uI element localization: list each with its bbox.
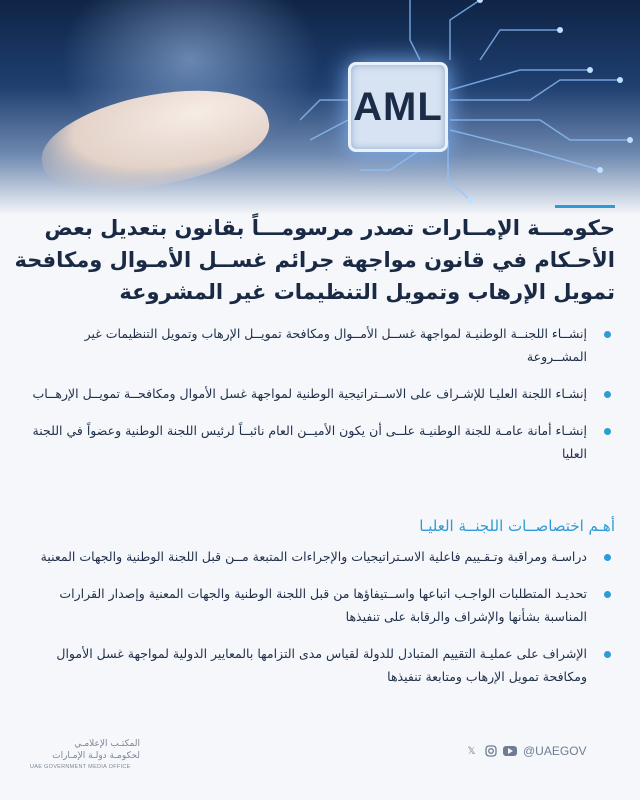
list-item xyxy=(30,322,615,368)
list-item xyxy=(30,382,615,405)
social-handles xyxy=(465,744,587,758)
bullet-dot-icon xyxy=(604,428,611,435)
media-office-logo xyxy=(30,738,140,770)
list-item-text: تحديـد المتطلبات الواجـب اتباعها واســتيفاؤها من قبل اللجنة الوطنية والجهات المعنية وإصدار القرارات المناسبة بشأنها والإشراف والرقابة على تنفيذها xyxy=(59,586,587,624)
list-item-text: إنشـاء اللجنة العليـا للإشـراف على الاســتراتيجية الوطنية لمواجهة غسل الأموال ومكافحــة تمويــل الإرهــاب xyxy=(32,386,587,401)
logo-text-en: UAE GOVERNMENT MEDIA OFFICE xyxy=(30,764,131,770)
list-item-text: إنشـاء أمانة عامـة للجنة الوطنيـة علــى أن يكون الأميــن العام نائبــاً لرئيس اللجنة الوطنية وعضواً في اللجنة العليا xyxy=(32,423,587,461)
hero-image xyxy=(0,0,640,215)
aml-chip-label: AML xyxy=(353,84,443,129)
logo-text-ar-2: لحكومـة دولـة الإمـارات xyxy=(52,751,140,761)
page-title xyxy=(14,212,615,308)
logo-text-ar-1: المكتـب الإعلامـي xyxy=(74,739,140,749)
aml-chip xyxy=(348,62,448,152)
footer xyxy=(0,730,640,800)
committee-tasks-list xyxy=(30,545,615,702)
bullet-dot-icon xyxy=(604,554,611,561)
title-accent-line xyxy=(555,205,615,208)
list-item xyxy=(30,642,615,688)
instagram-icon[interactable] xyxy=(484,745,497,758)
bullet-dot-icon xyxy=(604,651,611,658)
main-points-list xyxy=(30,322,615,479)
list-item-text: إنشــاء اللجنــة الوطنيـة لمواجهة غســل الأمــوال ومكافحة تمويــل الإرهاب وتمويل التنظيمات غير المشــروعة xyxy=(84,326,587,364)
list-item-text: دراسـة ومراقبة وتـقـييم فاعلية الاسـتراتيجيات والإجراءات المتبعة مــن قبل اللجنة الوطنية والجهات المعنية xyxy=(40,549,587,564)
bullet-dot-icon xyxy=(604,591,611,598)
list-item-text: الإشراف على عمليـة التقييم المتبادل للدولة لقياس مدى التزامها بالمعايير الدولية لمواجهة غسل الأموال ومكافحة تمويل الإرهاب ومتابعة تنفيذها xyxy=(56,646,587,684)
section-subtitle: أهـم اختصاصــات اللجنــة العليـا xyxy=(419,517,615,535)
list-item xyxy=(30,545,615,568)
title-line: الأحـكام في قانون مواجهة جرائم غســل الأمـوال ومكافحة xyxy=(14,248,615,272)
youtube-icon[interactable] xyxy=(503,746,517,756)
x-icon[interactable]: 𝕏 xyxy=(467,745,476,757)
list-item xyxy=(30,582,615,628)
social-handle[interactable]: @UAEGOV xyxy=(523,744,587,758)
title-line: حكومـــة الإمــارات تصدر مرسومـــاً بقانون بتعديل بعض xyxy=(44,216,615,240)
title-line: تمويل الإرهاب وتمويل التنظيمات غير المشروعة xyxy=(119,280,615,304)
list-item xyxy=(30,419,615,465)
bullet-dot-icon xyxy=(604,331,611,338)
bullet-dot-icon xyxy=(604,391,611,398)
